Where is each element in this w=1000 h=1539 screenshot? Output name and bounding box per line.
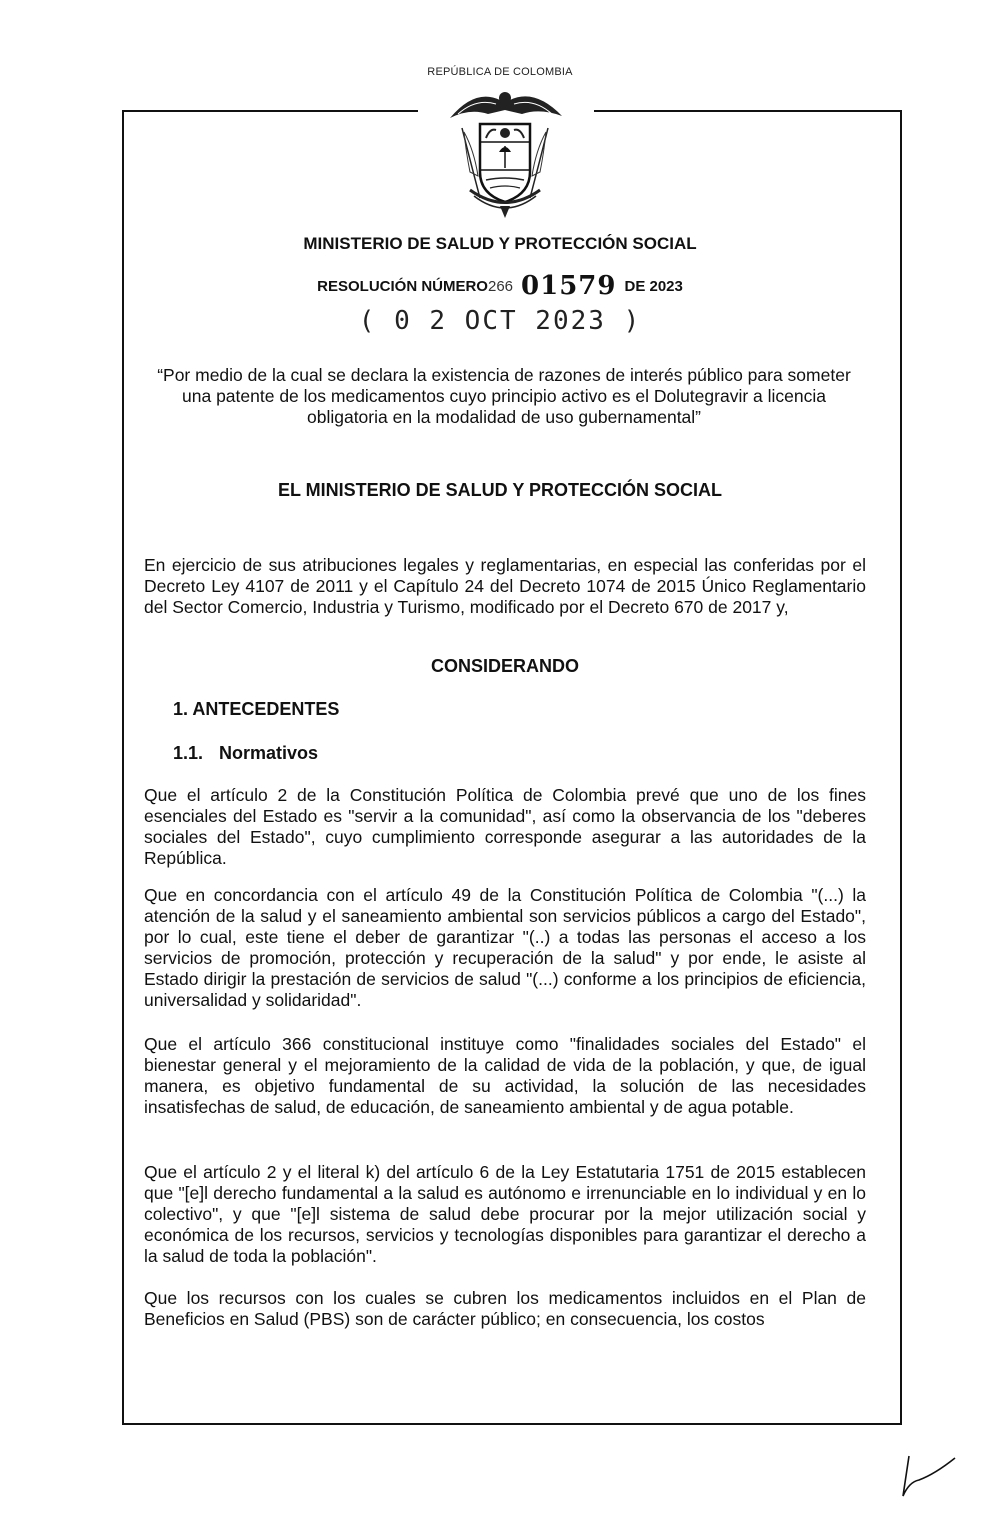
authority-heading: EL MINISTERIO DE SALUD Y PROTECCIÓN SOCIAL: [277, 480, 723, 500]
section-1-1-title: Normativos: [219, 743, 319, 763]
paragraph: Que los recursos con los cuales se cubren los medicamentos incluidos en el Plan de Beneficios en Salud (PBS) son de carácter público; en consecuencia, los costos: [144, 1288, 866, 1329]
resolution-line: [0, 271, 1000, 301]
initials-signature: [895, 1452, 960, 1500]
coat-of-arms-icon: [440, 80, 570, 220]
intro-paragraph: En ejercicio de sus atribuciones legales y reglamentarias, en especial las conferidas por el Decreto Ley 4107 de 2011 y el Capítulo 24 del Decreto 1074 de 2015 Único Reglamentario del Sector Comercio, Industria y Turismo, modificado por el Decreto 670 de 2017 y,: [144, 555, 866, 617]
resolution-number: 01579: [521, 271, 617, 301]
resolution-stamp: 266: [487, 278, 514, 295]
paragraph: Que el artículo 366 constitucional instituye como "finalidades sociales del Estado" el bienestar general y el mejoramiento de la calidad de vida de la población, y que, de igual manera, es objetivo fundamental de su actividad, la solución de las necesidades insatisfechas de salud, de educación, de saneamiento ambiental y de agua potable.: [144, 1034, 866, 1117]
resolution-date-stamp: ( 0 2 OCT 2023 ): [358, 306, 642, 336]
resolution-year: DE 2023: [624, 278, 683, 295]
republic-label: REPÚBLICA DE COLOMBIA: [427, 66, 573, 78]
considerando-heading: CONSIDERANDO: [430, 656, 579, 676]
section-1-1-number: 1.1.: [173, 743, 204, 763]
section-1-heading: 1. ANTECEDENTES: [173, 699, 340, 719]
resolution-prefix: RESOLUCIÓN NÚMERO: [317, 278, 488, 295]
section-1-1-heading: [173, 743, 318, 764]
ministry-title: MINISTERIO DE SALUD Y PROTECCIÓN SOCIAL: [303, 234, 697, 253]
paragraph: Que el artículo 2 de la Constitución Política de Colombia prevé que uno de los fines esenciales del Estado es "servir a la comunidad", así como la observancia de los "deberes sociales del Estado", cuyo cumplimiento corresponde asegurar a las autoridades de la República.: [144, 785, 866, 868]
resolution-epigraph: “Por medio de la cual se declara la existencia de razones de interés público para someter una patente de los medicamentos cuyo principio activo es el Dolutegravir a licencia obligatoria en la modalidad de uso gubernamental”: [157, 365, 851, 427]
paragraph: Que en concordancia con el artículo 49 de la Constitución Política de Colombia "(...) la atención de la salud y el saneamiento ambiental son servicios públicos a cargo del Estado", por lo cual, este tiene el deber de garantizar "(..) a todas las personas el acceso a los servicios de promoción, protección y recuperación de la salud" y por ende, le asiste al Estado dirigir la prestación de servicios de salud "(...) conforme a los principios de eficiencia, universalidad y solidaridad".: [144, 885, 866, 1010]
paragraph: Que el artículo 2 y el literal k) del artículo 6 de la Ley Estatutaria 1751 de 2015 establecen que "[e]l derecho fundamental a la salud es autónomo e irrenunciable en lo individual y en lo colectivo", y que "[e]l sistema de salud debe procurar por la mejor utilización social y económica de los recursos, servicios y tecnologías disponibles para garantizar el derecho a la salud de toda la población".: [144, 1162, 866, 1266]
